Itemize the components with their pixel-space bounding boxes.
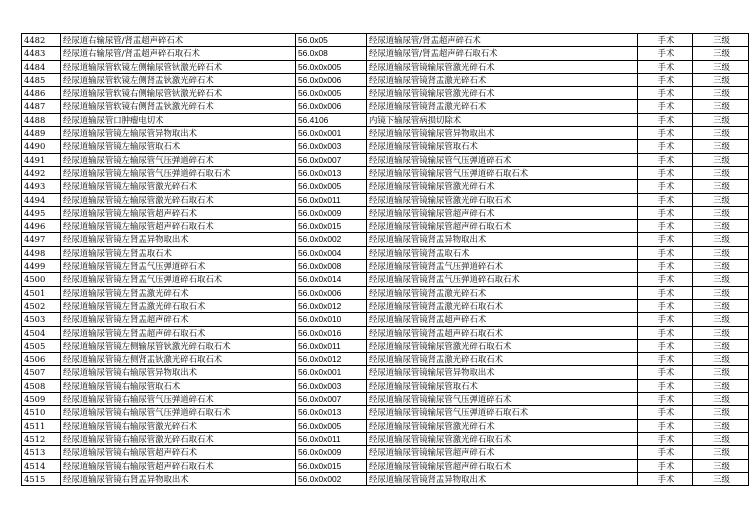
procedure-code-cell: 56.0x0x011 — [296, 339, 367, 352]
table-row — [22, 100, 749, 113]
table-row — [22, 73, 749, 86]
procedure-code-cell: 56.0x0x005 — [296, 87, 367, 100]
procedure-type-cell: 手术 — [638, 366, 693, 379]
row-number-cell: 4484 — [22, 60, 61, 73]
procedure-grade-cell: 三级 — [693, 273, 749, 286]
procedure-name-cell: 经尿道输尿管镜左肾盂超声碎石取石术 — [61, 326, 296, 339]
table-row — [22, 193, 749, 206]
procedure-type-cell: 手术 — [638, 87, 693, 100]
procedure-type-cell: 手术 — [638, 193, 693, 206]
procedure-name-cell: 经尿道输尿管镜右输尿管激光碎石取石术 — [61, 432, 296, 445]
procedure-type-cell: 手术 — [638, 432, 693, 445]
table-row — [22, 206, 749, 219]
procedure-code-cell: 56.0x0x009 — [296, 446, 367, 459]
table-row — [22, 313, 749, 326]
standard-procedure-name-cell: 经尿道输尿管镜输尿管气压弹道碎石术 — [367, 393, 638, 406]
standard-procedure-name-cell: 经尿道输尿管镜输尿管超声碎石取石术 — [367, 220, 638, 233]
procedure-code-cell: 56.0x0x003 — [296, 379, 367, 392]
table-row — [22, 379, 749, 392]
procedure-grade-cell: 三级 — [693, 393, 749, 406]
procedure-name-cell: 经尿道输尿管镜左输尿管取石术 — [61, 140, 296, 153]
procedure-code-cell: 56.0x0x006 — [296, 100, 367, 113]
procedure-name-cell: 经尿道输尿管镜右输尿管超声碎石取石术 — [61, 459, 296, 472]
procedure-code-cell: 56.0x0x005 — [296, 419, 367, 432]
procedure-grade-cell: 三级 — [693, 34, 749, 47]
table-row — [22, 127, 749, 140]
table-row — [22, 246, 749, 259]
procedure-grade-cell: 三级 — [693, 140, 749, 153]
procedure-code-cell: 56.0x0x005 — [296, 180, 367, 193]
procedure-grade-cell: 三级 — [693, 459, 749, 472]
table-row — [22, 339, 749, 352]
procedure-code-cell: 56.0x0x003 — [296, 140, 367, 153]
procedure-code-cell: 56.0x0x002 — [296, 472, 367, 485]
procedure-type-cell: 手术 — [638, 153, 693, 166]
standard-procedure-name-cell: 经尿道输尿管/肾盂超声碎石取石术 — [367, 47, 638, 60]
table-row — [22, 393, 749, 406]
standard-procedure-name-cell: 经尿道输尿管镜肾盂异物取出术 — [367, 233, 638, 246]
procedure-grade-cell: 三级 — [693, 353, 749, 366]
procedure-code-cell: 56.0x0x006 — [296, 286, 367, 299]
procedure-code-cell: 56.0x08 — [296, 47, 367, 60]
procedure-code-cell: 56.0x05 — [296, 34, 367, 47]
procedure-code-cell: 56.4106 — [296, 113, 367, 126]
procedure-name-cell: 经尿道输尿管镜左侧输尿管钬激光碎石取石术 — [61, 339, 296, 352]
procedure-grade-cell: 三级 — [693, 166, 749, 179]
procedure-code-cell: 56.0x0x009 — [296, 206, 367, 219]
procedure-name-cell: 经尿道输尿管镜左输尿管超声碎石取石术 — [61, 220, 296, 233]
procedure-type-cell: 手术 — [638, 220, 693, 233]
procedure-grade-cell: 三级 — [693, 180, 749, 193]
procedure-code-cell: 56.0x0x012 — [296, 299, 367, 312]
row-number-cell: 4500 — [22, 273, 61, 286]
standard-procedure-name-cell: 经尿道输尿管镜输尿管取石术 — [367, 379, 638, 392]
procedure-grade-cell: 三级 — [693, 220, 749, 233]
procedure-name-cell: 经尿道右输尿管/肾盂超声碎石术 — [61, 34, 296, 47]
table-row — [22, 220, 749, 233]
table-row — [22, 113, 749, 126]
procedure-type-cell: 手术 — [638, 166, 693, 179]
procedure-grade-cell: 三级 — [693, 339, 749, 352]
procedure-code-cell: 56.0x0x013 — [296, 406, 367, 419]
standard-procedure-name-cell: 经尿道输尿管镜肾盂超声碎石取石术 — [367, 326, 638, 339]
procedure-name-cell: 经尿道输尿管镜左肾盂气压弹道碎石术 — [61, 260, 296, 273]
standard-procedure-name-cell: 经尿道输尿管镜输尿管激光碎石术 — [367, 87, 638, 100]
procedure-code-cell: 56.0x0x010 — [296, 313, 367, 326]
procedure-type-cell: 手术 — [638, 180, 693, 193]
procedure-name-cell: 经尿道输尿管镜右输尿管取石术 — [61, 379, 296, 392]
procedure-code-cell: 56.0x0x014 — [296, 273, 367, 286]
standard-procedure-name-cell: 经尿道输尿管镜输尿管气压弹道碎石术 — [367, 153, 638, 166]
procedure-code-cell: 56.0x0x001 — [296, 127, 367, 140]
procedure-table-container — [21, 33, 749, 486]
table-row — [22, 353, 749, 366]
procedure-grade-cell: 三级 — [693, 127, 749, 140]
procedure-type-cell: 手术 — [638, 233, 693, 246]
procedure-name-cell: 经尿道输尿管镜左输尿管气压弹道碎石取石术 — [61, 166, 296, 179]
procedure-name-cell: 经尿道输尿管镜左肾盂激光碎石取石术 — [61, 299, 296, 312]
row-number-cell: 4508 — [22, 379, 61, 392]
procedure-type-cell: 手术 — [638, 47, 693, 60]
procedure-name-cell: 经尿道输尿管镜左肾盂气压弹道碎石取石术 — [61, 273, 296, 286]
standard-procedure-name-cell: 经尿道输尿管镜输尿管气压弹道碎石取石术 — [367, 406, 638, 419]
standard-procedure-name-cell: 经尿道输尿管镜输尿管激光碎石术 — [367, 419, 638, 432]
row-number-cell: 4497 — [22, 233, 61, 246]
row-number-cell: 4504 — [22, 326, 61, 339]
procedure-grade-cell: 三级 — [693, 366, 749, 379]
procedure-name-cell: 经尿道输尿管软镜左侧输尿管钬激光碎石术 — [61, 60, 296, 73]
row-number-cell: 4514 — [22, 459, 61, 472]
row-number-cell: 4501 — [22, 286, 61, 299]
procedure-name-cell: 经尿道输尿管镜右肾盂异物取出术 — [61, 472, 296, 485]
standard-procedure-name-cell: 经尿道输尿管镜肾盂激光碎石术 — [367, 73, 638, 86]
standard-procedure-name-cell: 经尿道输尿管镜输尿管异物取出术 — [367, 366, 638, 379]
procedure-grade-cell: 三级 — [693, 73, 749, 86]
row-number-cell: 4489 — [22, 127, 61, 140]
procedure-table-body — [22, 34, 749, 486]
procedure-code-cell: 56.0x0x008 — [296, 260, 367, 273]
procedure-grade-cell: 三级 — [693, 419, 749, 432]
standard-procedure-name-cell: 经尿道输尿管镜输尿管激光碎石取石术 — [367, 339, 638, 352]
standard-procedure-name-cell: 经尿道输尿管镜肾盂激光碎石取石术 — [367, 299, 638, 312]
table-row — [22, 273, 749, 286]
row-number-cell: 4510 — [22, 406, 61, 419]
standard-procedure-name-cell: 经尿道输尿管镜输尿管超声碎石术 — [367, 446, 638, 459]
procedure-grade-cell: 三级 — [693, 286, 749, 299]
row-number-cell: 4494 — [22, 193, 61, 206]
procedure-grade-cell: 三级 — [693, 260, 749, 273]
procedure-type-cell: 手术 — [638, 34, 693, 47]
table-row — [22, 87, 749, 100]
standard-procedure-name-cell: 经尿道输尿管镜输尿管超声碎石取石术 — [367, 459, 638, 472]
row-number-cell: 4488 — [22, 113, 61, 126]
table-row — [22, 47, 749, 60]
standard-procedure-name-cell: 经尿道输尿管镜输尿管气压弹道碎石取石术 — [367, 166, 638, 179]
procedure-type-cell: 手术 — [638, 406, 693, 419]
row-number-cell: 4507 — [22, 366, 61, 379]
procedure-type-cell: 手术 — [638, 60, 693, 73]
procedure-grade-cell: 三级 — [693, 47, 749, 60]
row-number-cell: 4485 — [22, 73, 61, 86]
procedure-type-cell: 手术 — [638, 313, 693, 326]
procedure-grade-cell: 三级 — [693, 113, 749, 126]
row-number-cell: 4503 — [22, 313, 61, 326]
procedure-grade-cell: 三级 — [693, 446, 749, 459]
row-number-cell: 4498 — [22, 246, 61, 259]
procedure-name-cell: 经尿道输尿管镜左输尿管气压弹道碎石术 — [61, 153, 296, 166]
row-number-cell: 4487 — [22, 100, 61, 113]
procedure-code-cell: 56.0x0x016 — [296, 326, 367, 339]
procedure-code-cell: 56.0x0x006 — [296, 73, 367, 86]
procedure-grade-cell: 三级 — [693, 87, 749, 100]
row-number-cell: 4483 — [22, 47, 61, 60]
procedure-name-cell: 经尿道输尿管软镜右侧输尿管钬激光碎石术 — [61, 87, 296, 100]
procedure-code-cell: 56.0x0x002 — [296, 233, 367, 246]
procedure-name-cell: 经尿道输尿管镜右输尿管气压弹道碎石取石术 — [61, 406, 296, 419]
procedure-grade-cell: 三级 — [693, 206, 749, 219]
procedure-type-cell: 手术 — [638, 379, 693, 392]
procedure-code-cell: 56.0x0x013 — [296, 166, 367, 179]
procedure-code-cell: 56.0x0x007 — [296, 393, 367, 406]
procedure-grade-cell: 三级 — [693, 246, 749, 259]
procedure-code-cell: 56.0x0x011 — [296, 432, 367, 445]
procedure-name-cell: 经尿道输尿管镜左肾盂超声碎石术 — [61, 313, 296, 326]
standard-procedure-name-cell: 经尿道输尿管镜输尿管激光碎石术 — [367, 180, 638, 193]
standard-procedure-name-cell: 经尿道输尿管/肾盂超声碎石术 — [367, 34, 638, 47]
row-number-cell: 4495 — [22, 206, 61, 219]
row-number-cell: 4505 — [22, 339, 61, 352]
procedure-type-cell: 手术 — [638, 472, 693, 485]
procedure-grade-cell: 三级 — [693, 379, 749, 392]
procedure-name-cell: 经尿道输尿管镜右输尿管激光碎石术 — [61, 419, 296, 432]
row-number-cell: 4492 — [22, 166, 61, 179]
row-number-cell: 4512 — [22, 432, 61, 445]
procedure-name-cell: 经尿道输尿管镜左侧肾盂钬激光碎石取石术 — [61, 353, 296, 366]
procedure-grade-cell: 三级 — [693, 60, 749, 73]
standard-procedure-name-cell: 经尿道输尿管镜肾盂异物取出术 — [367, 472, 638, 485]
row-number-cell: 4502 — [22, 299, 61, 312]
procedure-code-cell: 56.0x0x001 — [296, 366, 367, 379]
procedure-code-cell: 56.0x0x012 — [296, 353, 367, 366]
standard-procedure-name-cell: 经尿道输尿管镜输尿管激光碎石取石术 — [367, 193, 638, 206]
table-row — [22, 432, 749, 445]
procedure-name-cell: 经尿道输尿管镜左肾盂激光碎石术 — [61, 286, 296, 299]
procedure-name-cell: 经尿道输尿管镜左输尿管超声碎石术 — [61, 206, 296, 219]
row-number-cell: 4491 — [22, 153, 61, 166]
procedure-type-cell: 手术 — [638, 246, 693, 259]
standard-procedure-name-cell: 经尿道输尿管镜肾盂取石术 — [367, 246, 638, 259]
procedure-type-cell: 手术 — [638, 459, 693, 472]
table-row — [22, 406, 749, 419]
procedure-type-cell: 手术 — [638, 326, 693, 339]
standard-procedure-name-cell: 经尿道输尿管镜输尿管激光碎石术 — [367, 60, 638, 73]
procedure-name-cell: 经尿道右输尿管/肾盂超声碎石取石术 — [61, 47, 296, 60]
table-row — [22, 326, 749, 339]
procedure-grade-cell: 三级 — [693, 472, 749, 485]
row-number-cell: 4490 — [22, 140, 61, 153]
standard-procedure-name-cell: 经尿道输尿管镜肾盂激光碎石术 — [367, 100, 638, 113]
procedure-grade-cell: 三级 — [693, 299, 749, 312]
procedure-type-cell: 手术 — [638, 140, 693, 153]
row-number-cell: 4509 — [22, 393, 61, 406]
procedure-name-cell: 经尿道输尿管镜左输尿管异物取出术 — [61, 127, 296, 140]
standard-procedure-name-cell: 经尿道输尿管镜输尿管超声碎石术 — [367, 206, 638, 219]
procedure-name-cell: 经尿道输尿管镜右输尿管异物取出术 — [61, 366, 296, 379]
procedure-name-cell: 经尿道输尿管镜右输尿管气压弹道碎石术 — [61, 393, 296, 406]
standard-procedure-name-cell: 经尿道输尿管镜输尿管激光碎石取石术 — [367, 432, 638, 445]
procedure-grade-cell: 三级 — [693, 432, 749, 445]
standard-procedure-name-cell: 经尿道输尿管镜肾盂超声碎石术 — [367, 313, 638, 326]
procedure-name-cell: 经尿道输尿管软镜左侧肾盂钬激光碎石术 — [61, 73, 296, 86]
procedure-grade-cell: 三级 — [693, 326, 749, 339]
procedure-name-cell: 经尿道输尿管镜左输尿管激光碎石取石术 — [61, 193, 296, 206]
procedure-name-cell: 经尿道输尿管软镜右侧肾盂钬激光碎石术 — [61, 100, 296, 113]
standard-procedure-name-cell: 经尿道输尿管镜肾盂激光碎石取石术 — [367, 353, 638, 366]
procedure-grade-cell: 三级 — [693, 153, 749, 166]
procedure-type-cell: 手术 — [638, 127, 693, 140]
procedure-type-cell: 手术 — [638, 393, 693, 406]
row-number-cell: 4482 — [22, 34, 61, 47]
row-number-cell: 4511 — [22, 419, 61, 432]
procedure-name-cell: 经尿道输尿管镜左肾盂取石术 — [61, 246, 296, 259]
procedure-code-cell: 56.0x0x005 — [296, 60, 367, 73]
procedure-type-cell: 手术 — [638, 446, 693, 459]
procedure-code-cell: 56.0x0x015 — [296, 220, 367, 233]
standard-procedure-name-cell: 经尿道输尿管镜肾盂气压弹道碎石取石术 — [367, 273, 638, 286]
table-row — [22, 286, 749, 299]
table-row — [22, 140, 749, 153]
row-number-cell: 4513 — [22, 446, 61, 459]
table-row — [22, 34, 749, 47]
table-row — [22, 180, 749, 193]
table-row — [22, 459, 749, 472]
procedure-code-cell: 56.0x0x015 — [296, 459, 367, 472]
procedure-type-cell: 手术 — [638, 273, 693, 286]
procedure-type-cell: 手术 — [638, 419, 693, 432]
row-number-cell: 4493 — [22, 180, 61, 193]
row-number-cell: 4515 — [22, 472, 61, 485]
row-number-cell: 4499 — [22, 260, 61, 273]
table-row — [22, 153, 749, 166]
standard-procedure-name-cell: 内镜下输尿管病损切除术 — [367, 113, 638, 126]
procedure-type-cell: 手术 — [638, 73, 693, 86]
procedure-code-cell: 56.0x0x004 — [296, 246, 367, 259]
table-row — [22, 366, 749, 379]
table-row — [22, 260, 749, 273]
procedure-grade-cell: 三级 — [693, 406, 749, 419]
procedure-name-cell: 经尿道输尿管镜左肾盂异物取出术 — [61, 233, 296, 246]
table-row — [22, 166, 749, 179]
procedure-type-cell: 手术 — [638, 286, 693, 299]
procedure-type-cell: 手术 — [638, 299, 693, 312]
row-number-cell: 4486 — [22, 87, 61, 100]
standard-procedure-name-cell: 经尿道输尿管镜肾盂气压弹道碎石术 — [367, 260, 638, 273]
table-row — [22, 299, 749, 312]
row-number-cell: 4496 — [22, 220, 61, 233]
procedure-grade-cell: 三级 — [693, 313, 749, 326]
procedure-grade-cell: 三级 — [693, 193, 749, 206]
procedure-type-cell: 手术 — [638, 260, 693, 273]
table-row — [22, 472, 749, 485]
standard-procedure-name-cell: 经尿道输尿管镜输尿管取石术 — [367, 140, 638, 153]
procedure-code-cell: 56.0x0x007 — [296, 153, 367, 166]
procedure-name-cell: 经尿道输尿管镜右输尿管超声碎石术 — [61, 446, 296, 459]
standard-procedure-name-cell: 经尿道输尿管镜输尿管异物取出术 — [367, 127, 638, 140]
procedure-type-cell: 手术 — [638, 113, 693, 126]
table-row — [22, 446, 749, 459]
procedure-table — [21, 33, 749, 486]
procedure-type-cell: 手术 — [638, 353, 693, 366]
procedure-grade-cell: 三级 — [693, 100, 749, 113]
procedure-name-cell: 经尿道输尿管镜左输尿管激光碎石术 — [61, 180, 296, 193]
procedure-name-cell: 经尿道输尿管口肿瘤电切术 — [61, 113, 296, 126]
procedure-grade-cell: 三级 — [693, 233, 749, 246]
row-number-cell: 4506 — [22, 353, 61, 366]
standard-procedure-name-cell: 经尿道输尿管镜肾盂激光碎石术 — [367, 286, 638, 299]
procedure-type-cell: 手术 — [638, 339, 693, 352]
procedure-type-cell: 手术 — [638, 100, 693, 113]
table-row — [22, 419, 749, 432]
procedure-code-cell: 56.0x0x011 — [296, 193, 367, 206]
table-row — [22, 233, 749, 246]
procedure-type-cell: 手术 — [638, 206, 693, 219]
table-row — [22, 60, 749, 73]
